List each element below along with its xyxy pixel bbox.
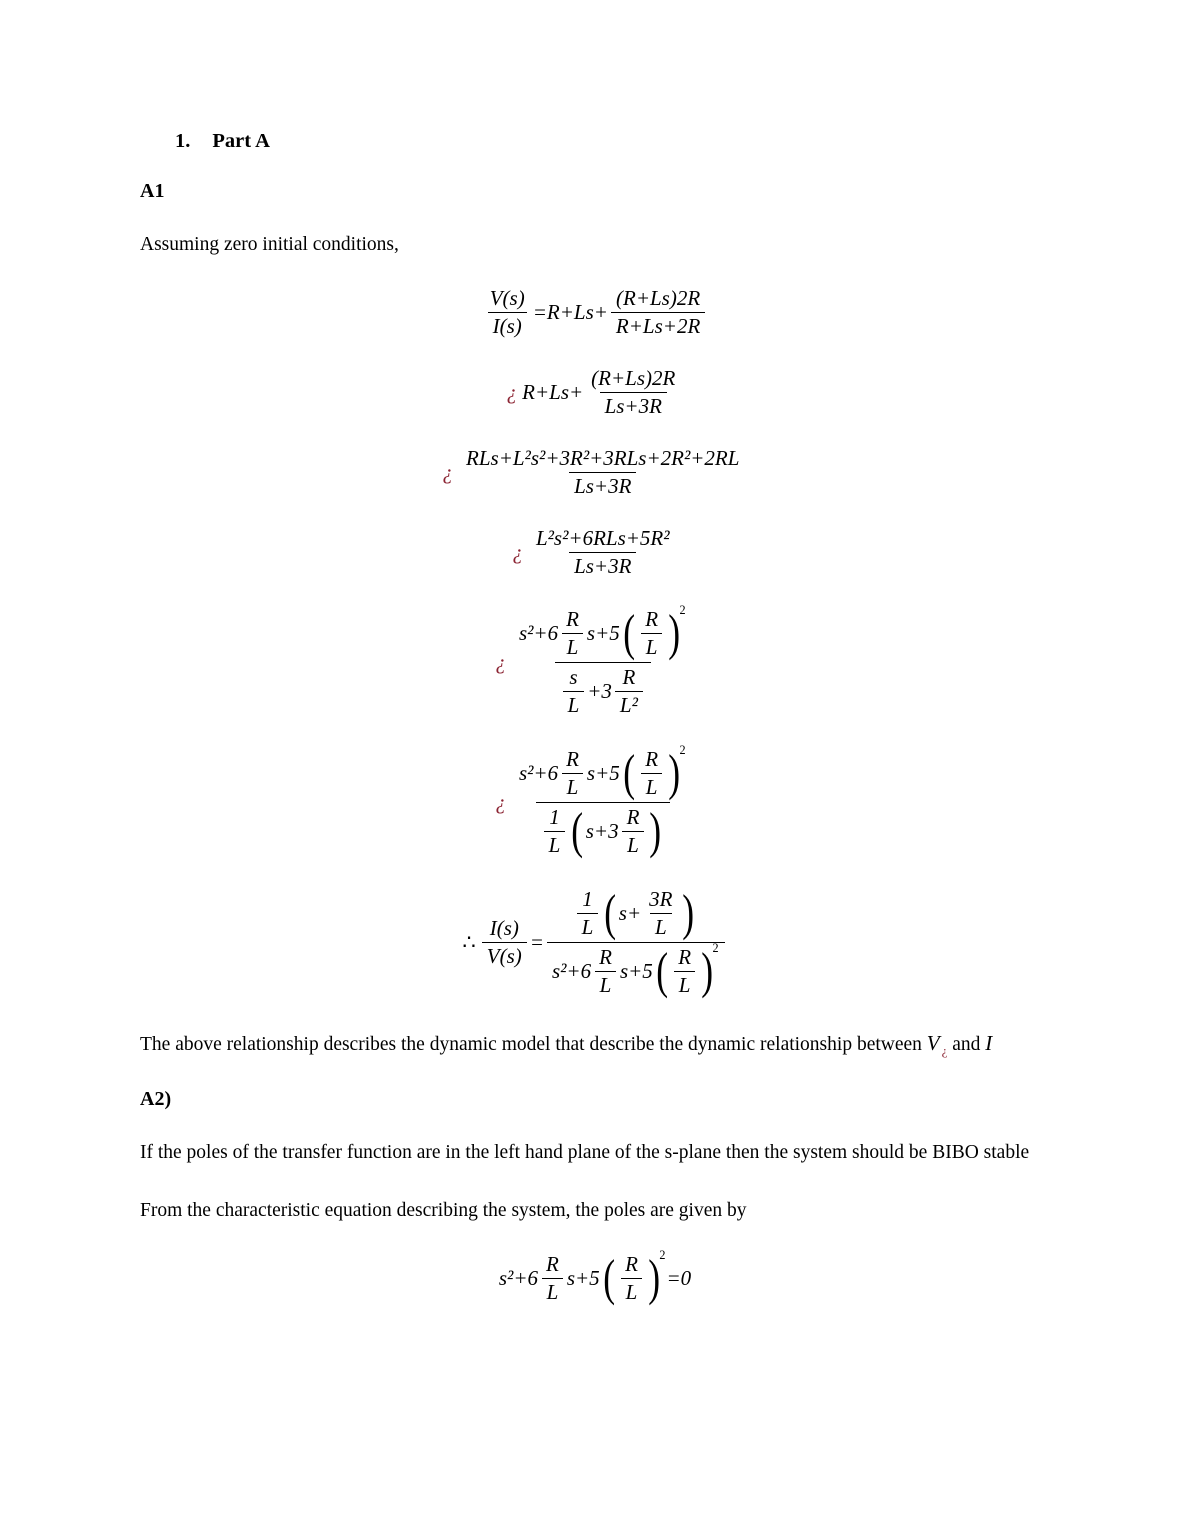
fraction-numerator <box>544 804 565 831</box>
fraction-denominator <box>562 773 584 801</box>
parenthesized-group <box>621 603 686 661</box>
math-text: L <box>654 915 667 940</box>
math-text: L² <box>619 693 638 718</box>
fraction-numerator <box>485 915 524 942</box>
fraction-denominator <box>611 312 705 340</box>
fraction <box>561 746 584 801</box>
paragraph-a2-bibo: If the poles of the transfer function are in the left hand plane of the s-plane then the system should be BIBO stable <box>140 1142 1030 1164</box>
fraction <box>544 804 566 859</box>
variable-i: I <box>985 1031 993 1056</box>
paren-content <box>637 746 666 801</box>
open-paren: ( <box>623 604 635 661</box>
math-text: s²+6 <box>498 1265 538 1290</box>
math-text: L <box>581 915 594 940</box>
math-text: R <box>566 607 579 632</box>
math-text: s²+6 <box>518 621 559 646</box>
math-text: 1 <box>549 805 560 830</box>
fraction <box>561 606 584 661</box>
variable-v-subscript: ¿ <box>941 1043 948 1059</box>
fraction-numerator <box>564 664 582 691</box>
fraction <box>615 664 643 719</box>
math-text: R+Ls+ <box>546 300 608 325</box>
math-text: +3 <box>587 679 612 704</box>
math-text: s+5 <box>586 761 620 786</box>
conversion-artifact-symbol: ¿ <box>512 540 523 565</box>
exponent: 2 <box>712 941 719 956</box>
math-text: s²+6 <box>518 761 559 786</box>
therefore-symbol: ∴ <box>462 930 476 955</box>
fraction-numerator <box>673 944 696 971</box>
open-paren: ( <box>571 802 584 859</box>
fraction-denominator <box>555 662 651 720</box>
fraction-denominator <box>650 913 672 941</box>
close-paren: ) <box>668 744 681 801</box>
variable-v: V <box>926 1031 940 1056</box>
math-text: R <box>678 945 692 970</box>
close-paren: ) <box>648 1249 661 1306</box>
fraction-denominator <box>542 1278 564 1306</box>
fraction-numerator <box>514 605 692 662</box>
math-text: s+ <box>618 901 642 926</box>
math-text: L <box>567 693 580 718</box>
fraction <box>547 885 725 1000</box>
math-text: R <box>645 747 659 772</box>
math-text: R <box>622 665 636 690</box>
close-paren: ) <box>701 942 714 999</box>
section-number: 1. <box>175 130 191 152</box>
math-text: L <box>645 775 658 800</box>
math-text: R <box>625 1251 638 1276</box>
math-text: V(s) <box>489 286 525 311</box>
equation-transfer-function-5 <box>140 605 1050 720</box>
heading-a1: A1 <box>140 180 165 202</box>
fraction-denominator <box>569 472 636 500</box>
fraction-numerator <box>485 285 530 312</box>
conversion-artifact-symbol: ¿ <box>495 790 506 815</box>
math-text: L <box>566 635 579 660</box>
exponent: 2 <box>679 743 686 758</box>
math-text: =0 <box>666 1265 692 1290</box>
fraction <box>644 886 677 941</box>
math-text: (R+Ls)2R <box>616 286 701 311</box>
fraction <box>594 944 617 999</box>
fraction-denominator <box>622 831 644 859</box>
fraction-denominator <box>569 552 636 580</box>
fraction <box>514 605 692 720</box>
fraction-denominator <box>536 802 670 860</box>
parenthesized-group <box>654 941 719 999</box>
fraction <box>461 445 744 500</box>
fraction-denominator <box>595 971 617 999</box>
math-text: L <box>678 973 691 998</box>
fraction <box>563 664 585 719</box>
fraction-numerator <box>569 885 703 942</box>
fraction-numerator <box>622 804 645 831</box>
fraction-denominator <box>641 633 663 661</box>
fraction-numerator <box>577 886 598 913</box>
math-text: s+5 <box>619 959 653 984</box>
equation-transfer-function-1 <box>140 285 1050 340</box>
fraction-denominator <box>674 971 696 999</box>
open-paren: ( <box>623 744 635 801</box>
math-text: s+3 <box>585 819 619 844</box>
fraction-denominator <box>562 633 584 661</box>
fraction <box>577 886 599 941</box>
math-text: R <box>566 747 579 772</box>
fraction <box>640 746 663 801</box>
math-text: s+5 <box>586 621 620 646</box>
math-text: s <box>569 665 578 690</box>
math-text: = <box>532 300 547 325</box>
math-text: Ls+3R <box>604 394 662 419</box>
section-heading <box>175 130 1050 153</box>
exponent: 2 <box>659 1247 666 1262</box>
math-text: L <box>566 775 579 800</box>
fraction-numerator <box>594 944 617 971</box>
fraction <box>640 606 663 661</box>
math-text: L <box>599 973 612 998</box>
fraction <box>541 1251 564 1306</box>
math-text: L <box>645 635 658 660</box>
math-text: Ls+3R <box>574 474 632 499</box>
fraction <box>622 804 645 859</box>
paren-content <box>586 804 648 859</box>
fraction-numerator <box>561 606 584 633</box>
equation-transfer-function-2 <box>140 365 1050 420</box>
equation-transfer-function-3 <box>140 445 1050 500</box>
math-text: 1 <box>582 887 593 912</box>
fraction-denominator <box>482 942 527 970</box>
math-text: (R+Ls)2R <box>591 366 676 391</box>
fraction-numerator <box>541 1251 564 1278</box>
close-paren: ) <box>668 604 681 661</box>
fraction-numerator <box>640 606 663 633</box>
math-text: V(s) <box>486 944 522 969</box>
math-text: 3R <box>649 887 673 912</box>
fraction-denominator <box>563 691 585 719</box>
fraction-denominator <box>641 773 663 801</box>
paragraph-a1-intro: Assuming zero initial conditions, <box>140 234 399 255</box>
fraction <box>482 915 527 970</box>
math-text: R+Ls+ <box>522 380 584 405</box>
parenthesized-group <box>602 886 697 941</box>
math-text: s²+6 <box>551 959 592 984</box>
fraction <box>611 285 705 340</box>
paragraph-a2-characteristic: From the characteristic equation describing the system, the poles are given by <box>140 1199 747 1221</box>
math-text: R <box>626 805 640 830</box>
fraction-numerator <box>561 746 584 773</box>
fraction <box>514 745 692 860</box>
equation-transfer-function-6 <box>140 745 1050 860</box>
fraction <box>531 525 675 580</box>
math-text: Ls+3R <box>574 554 632 579</box>
open-paren: ( <box>656 942 668 999</box>
paren-content <box>670 944 699 999</box>
heading-a2: A2) <box>140 1088 172 1111</box>
fraction-numerator <box>586 365 680 392</box>
fraction-denominator <box>615 691 643 719</box>
section-title: Part A <box>212 130 270 152</box>
fraction-numerator <box>640 746 663 773</box>
open-paren: ( <box>602 1249 615 1306</box>
fraction-denominator <box>547 942 725 1000</box>
fraction <box>586 365 680 420</box>
math-text: L <box>548 833 561 858</box>
fraction <box>485 285 530 340</box>
equation-transfer-function-4 <box>140 525 1050 580</box>
close-paren: ) <box>649 802 662 859</box>
parenthesized-group <box>621 743 686 801</box>
exponent: 2 <box>679 603 686 618</box>
math-text: RLs+L²s²+3R²+3RLs+2R²+2RL <box>466 446 740 471</box>
math-text: I(s) <box>489 916 519 941</box>
equation-characteristic <box>140 1247 1050 1306</box>
fraction-denominator <box>544 831 566 859</box>
math-text: R+Ls+2R <box>615 314 701 339</box>
close-paren: ) <box>682 884 695 941</box>
math-text: I(s) <box>492 314 522 339</box>
parenthesized-group <box>569 804 664 859</box>
open-paren: ( <box>604 884 617 941</box>
math-text: R <box>546 1251 559 1276</box>
fraction-numerator <box>618 664 641 691</box>
conversion-artifact-symbol: ¿ <box>495 650 506 675</box>
equation-transfer-function-result <box>140 885 1050 1000</box>
fraction-numerator <box>531 525 675 552</box>
conversion-artifact-symbol: ¿ <box>442 460 454 485</box>
fraction-numerator <box>611 285 705 312</box>
fraction <box>673 944 696 999</box>
math-text: = <box>529 930 544 955</box>
paren-content <box>637 606 666 661</box>
fraction-numerator <box>514 745 692 802</box>
fraction-denominator <box>600 392 667 420</box>
closing-text-1: The above relationship describes the dynamic model that describe the dynamic relationship between <box>140 1034 927 1056</box>
parenthesized-group <box>601 1247 666 1306</box>
fraction-numerator <box>644 886 677 913</box>
math-text: R <box>599 945 612 970</box>
fraction-numerator <box>461 445 744 472</box>
math-text: L <box>627 833 639 858</box>
fraction <box>620 1251 643 1306</box>
conversion-artifact-symbol: ¿ <box>506 380 518 405</box>
fraction-numerator <box>620 1251 643 1278</box>
fraction-denominator <box>488 312 527 340</box>
math-text: L²s²+6RLs+5R² <box>535 526 670 551</box>
math-text: L <box>625 1279 638 1304</box>
math-text: R <box>645 607 659 632</box>
paren-content <box>619 886 681 941</box>
math-text: s+5 <box>566 1265 600 1290</box>
fraction-denominator <box>577 913 599 941</box>
fraction-denominator <box>621 1278 643 1306</box>
closing-text-2: and <box>947 1034 986 1056</box>
paragraph-closing <box>140 1027 1050 1061</box>
paren-content <box>617 1251 646 1306</box>
math-text: L <box>546 1279 559 1304</box>
